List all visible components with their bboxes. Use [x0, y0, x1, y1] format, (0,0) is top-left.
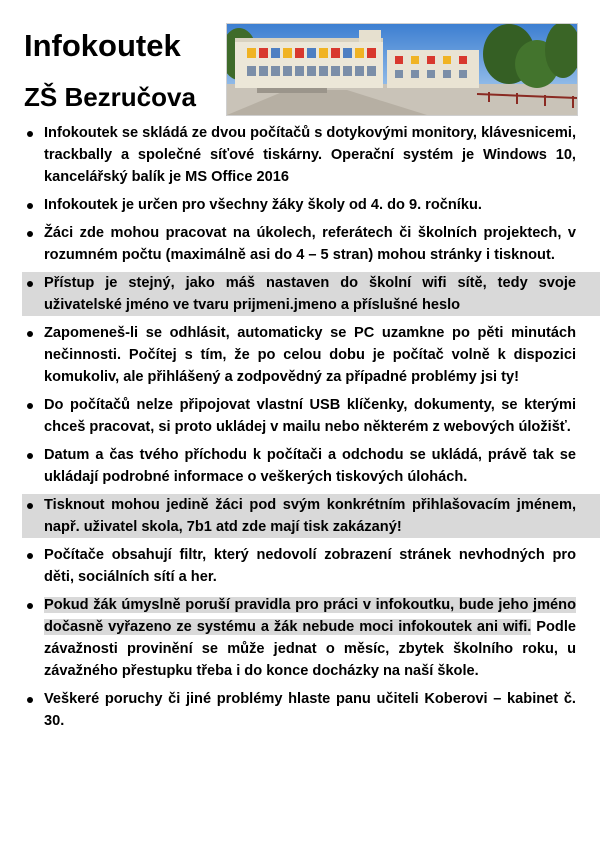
list-item	[0, 444, 600, 488]
bullet-icon	[27, 203, 33, 209]
list-item	[0, 122, 600, 188]
bullet-icon	[27, 131, 33, 137]
list-item-text: Infokoutek je určen pro všechny žáky školy od 4. do 9. ročníku.	[44, 197, 482, 213]
list-item-text: Datum a čas tvého příchodu k počítači a odchodu se ukládá, právě tak se ukládají podrobné informace o veškerých tiskových úlohách.	[44, 447, 576, 485]
bullet-icon	[27, 603, 33, 609]
page-title: Infokoutek	[24, 28, 181, 63]
list-item-text: Do počítačů nelze připojovat vlastní USB klíčenky, dokumenty, se kterými chceš pracovat, si proto ukládej v mailu nebo některém z webových úložišť.	[44, 397, 576, 435]
list-item-text: Počítače obsahují filtr, který nedovolí zobrazení stránek nevhodných pro děti, sociálních sítí a her.	[44, 547, 576, 585]
list-item	[0, 394, 600, 438]
list-item-text: Veškeré poruchy či jiné problémy hlaste panu učiteli Koberovi – kabinet č. 30.	[44, 691, 576, 729]
list-item-text: Tisknout mohou jedině žáci pod svým konkrétním přihlašovacím jménem, např. uživatel skola, 7b1 atd zde mají tisk zakázaný!	[44, 497, 576, 535]
list-item	[0, 688, 600, 732]
list-item	[0, 544, 600, 588]
rules-list	[0, 122, 600, 738]
bullet-icon	[27, 403, 33, 409]
list-item	[0, 194, 600, 216]
list-item-text: Žáci zde mohou pracovat na úkolech, referátech či školních projektech, v rozumném počtu (maximálně asi do 4 – 5 stran) mohou stránky i tisknout.	[44, 225, 576, 263]
bullet-icon	[27, 331, 33, 337]
bullet-icon	[27, 231, 33, 237]
school-building-photo	[226, 23, 578, 116]
list-item-text: Podle závažnosti provinění se může jednat o měsíc, zbytek školního roku, u závažného přestupku třeba i do konce docházky na naší škole.	[44, 619, 576, 679]
bullet-icon	[27, 503, 33, 509]
list-item-penalty	[0, 594, 600, 682]
list-item	[0, 222, 600, 266]
list-item-text: Přístup je stejný, jako máš nastaven do školní wifi sítě, tedy svoje uživatelské jméno ve tvaru prijmeni.jmeno a příslušné heslo	[44, 275, 576, 313]
list-item-highlighted	[22, 272, 600, 316]
list-item	[0, 322, 600, 388]
bullet-icon	[27, 453, 33, 459]
bullet-icon	[27, 281, 33, 287]
list-item-highlighted	[22, 494, 600, 538]
bullet-icon	[27, 697, 33, 703]
page-subtitle: ZŠ Bezručova	[24, 82, 196, 112]
list-item-text: Infokoutek se skládá ze dvou počítačů s dotykovými monitory, klávesnicemi, trackbally a společné síťové tiskárny. Operační systém je Windows 10, kancelářský balík je MS Office 2016	[44, 125, 576, 185]
list-item-text: Zapomeneš-li se odhlásit, automaticky se PC uzamkne po pěti minutách nečinnosti. Počítej s tím, že po celou dobu je počítač volně k dispozici komukoliv, ale přihlášený a zodpovědný za případné problémy jsi ty!	[44, 325, 576, 385]
bullet-icon	[27, 553, 33, 559]
list-item-text-highlighted: Pokud žák úmyslně poruší pravidla pro práci v infokoutku, bude jeho jméno dočasně vyřazeno ze systému a žák nebude moci infokoutek ani wifi.	[44, 597, 576, 635]
